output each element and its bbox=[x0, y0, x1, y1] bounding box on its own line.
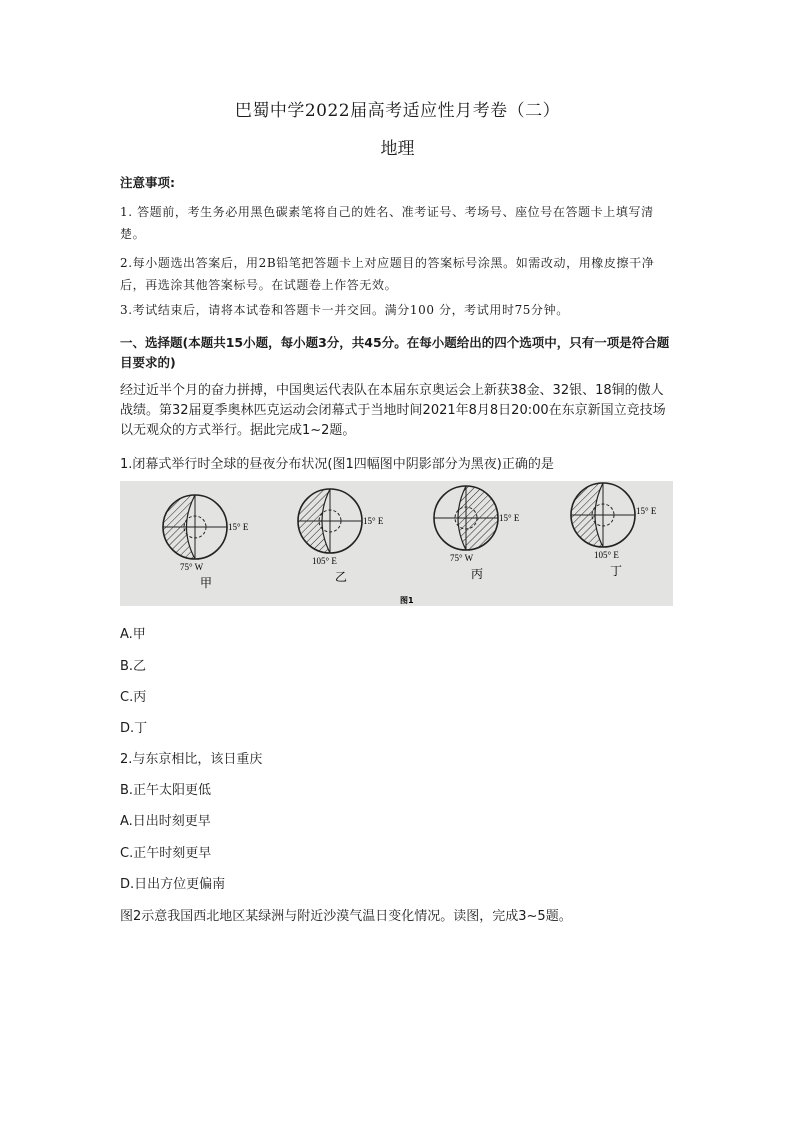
q2-option-a[interactable]: A.日出时刻更早 bbox=[120, 814, 211, 829]
panel-yi-name: 乙 bbox=[335, 570, 348, 584]
q2-option-c[interactable]: C.正午时刻更早 bbox=[120, 846, 212, 861]
question-1: 1.闭幕式举行时全球的昼夜分布状况(图1四幅图中阴影部分为黑夜)正确的是 bbox=[120, 457, 554, 472]
panel-ding-center-label: 105° E bbox=[594, 550, 619, 560]
panel-ding-meridian-label: 15° E bbox=[636, 506, 657, 516]
q1-option-b[interactable]: B.乙 bbox=[120, 659, 147, 674]
panel-yi bbox=[298, 489, 384, 584]
panel-bing-center-label: 75° W bbox=[450, 553, 474, 563]
notice-item-1: 1. 答题前，考生务必用黑色碳素笔将自己的姓名、准考证号、考场号、座位号在答题卡上填写清楚。 bbox=[120, 205, 654, 241]
section-heading: 一、选择题(本题共15小题，每小题3分，共45分。在每小题给出的四个选项中，只有一项是符合题目要求的) bbox=[120, 335, 670, 370]
q1-option-c[interactable]: C.丙 bbox=[120, 690, 147, 705]
panel-jia bbox=[163, 495, 249, 590]
panel-bing-meridian-label: 15° E bbox=[499, 513, 520, 523]
question-3-intro: 图2示意我国西北地区某绿洲与附近沙漠气温日变化情况。读图，完成3~5题。 bbox=[120, 909, 572, 924]
notice-heading: 注意事项: bbox=[120, 175, 175, 190]
q1-option-d[interactable]: D.丁 bbox=[120, 721, 148, 736]
notice-item-3: 3.考试结束后，请将本试卷和答题卡一并交回。满分100 分，考试用时75分钟。 bbox=[120, 303, 569, 317]
panel-bing-name: 丙 bbox=[471, 567, 484, 581]
q2-option-b[interactable]: B.正午太阳更低 bbox=[120, 783, 212, 798]
subject-title: 地理 bbox=[380, 139, 415, 159]
exam-title: 巴蜀中学2022届高考适应性月考卷（二） bbox=[234, 101, 561, 121]
figure-1 bbox=[120, 481, 673, 606]
q2-option-d[interactable]: D.日出方位更偏南 bbox=[120, 877, 226, 892]
panel-ding-name: 丁 bbox=[610, 564, 623, 578]
panel-yi-meridian-label: 15° E bbox=[363, 516, 384, 526]
panel-jia-name: 甲 bbox=[200, 576, 213, 590]
question-2: 2.与东京相比，该日重庆 bbox=[120, 752, 263, 767]
panel-bing bbox=[434, 486, 520, 581]
panel-ding bbox=[571, 483, 657, 578]
notice-item-2: 2.每小题选出答案后，用2B铅笔把答题卡上对应题目的答案标号涂黑。如需改动，用橡皮擦干净后，再选涂其他答案标号。在试题卷上作答无效。 bbox=[120, 256, 655, 292]
q1-option-a[interactable]: A.甲 bbox=[120, 627, 146, 642]
panel-yi-center-label: 105° E bbox=[312, 556, 337, 566]
question-stem: 经过近半个月的奋力拼搏，中国奥运代表队在本届东京奥运会上新获38金、32银、18铜的傲人战绩。第32届夏季奥林匹克运动会闭幕式于当地时间2021年8月8日20:00在东京新国立竞技场以无观众的方式举行。据此完成1~2题。 bbox=[120, 383, 666, 438]
panel-jia-center-label: 75° W bbox=[180, 562, 204, 572]
figure-caption: 图1 bbox=[400, 596, 414, 605]
panel-jia-meridian-label: 15° E bbox=[228, 522, 249, 532]
figure-1-graphic bbox=[120, 481, 673, 606]
